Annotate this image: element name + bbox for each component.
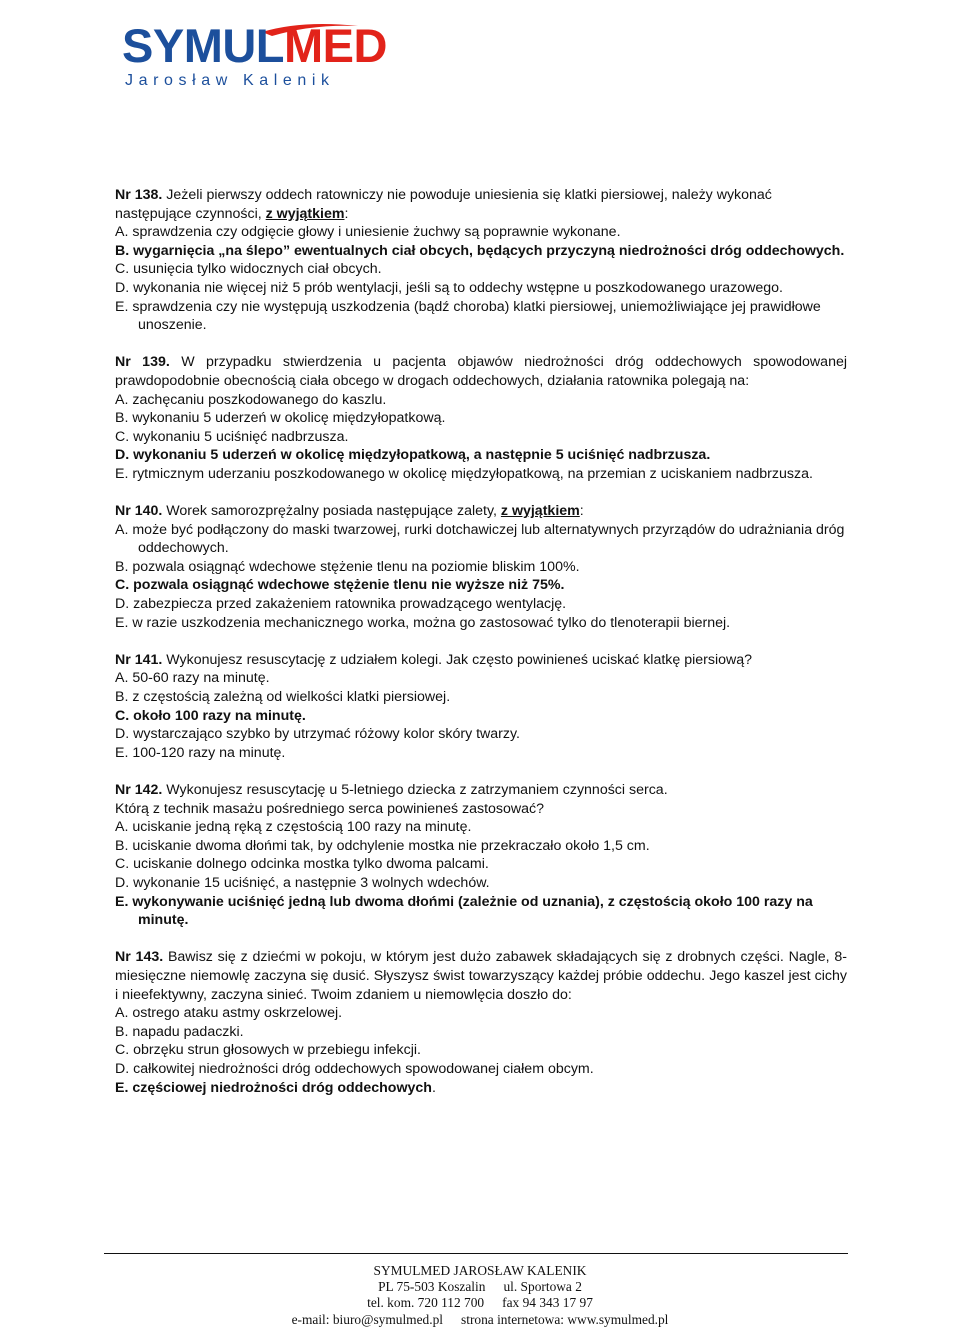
answer-letter: C. [115, 856, 130, 873]
footer-city: PL 75-503 Koszalin [378, 1279, 486, 1295]
footer-street: ul. Sportowa 2 [503, 1279, 582, 1295]
answer-option [115, 223, 847, 242]
footer-contact [0, 1312, 960, 1328]
answer-text: obrzęku strun głosowych w przebiegu infekcji. [133, 1042, 421, 1059]
page-footer [0, 1263, 960, 1328]
question-exception-keyword: z wyjątkiem [500, 503, 580, 520]
answer-text: 50-60 razy na minutę. [132, 670, 270, 687]
answer-text: napadu padaczki. [132, 1023, 244, 1040]
footer-fax: fax 94 343 17 97 [502, 1295, 593, 1311]
answer-text-correct: wygarnięcia „na ślepo” ewentualnych ciał obcych, będących przyczyną niedrożności dróg oddechowych. [133, 242, 845, 259]
answer-option [115, 391, 847, 410]
answer-letter: E. [115, 614, 129, 631]
question-text: Wykonujesz resuscytację u 5-letniego dziecka z zatrzymaniem czynności serca. [162, 782, 668, 798]
question-text: Wykonujesz resuscytację z udziałem kolegi. Jak często powinieneś uciskać klatkę piersiową? [162, 651, 753, 668]
answer-text: wykonaniu 5 uciśnięć nadbrzusza. [133, 428, 349, 445]
answer-text: 100-120 razy na minutę. [132, 744, 286, 761]
answer-text: usunięcia tylko widocznych ciał obcych. [133, 261, 382, 278]
answer-letter: A. [115, 819, 129, 836]
answer-letter: D. [115, 874, 130, 891]
answer-letter: B. [115, 558, 129, 575]
answer-letter: C. [115, 261, 130, 278]
question-stem [115, 948, 847, 1004]
answer-letter: E. [115, 465, 129, 482]
answer-text: w razie uszkodzenia mechanicznego worka, można go zastosować tylko do tlenoterapii biernej. [132, 614, 731, 631]
answer-letter: D. [115, 279, 130, 296]
answer-letter: E. [115, 744, 129, 761]
logo-title [122, 19, 387, 72]
question-stem [115, 502, 847, 521]
answer-letter: C. [115, 1042, 130, 1059]
question-number: Nr 141. [115, 651, 163, 668]
answer-letter: B. [115, 837, 129, 854]
answer-letter: B. [115, 410, 129, 427]
answer-letter: A. [115, 521, 129, 538]
answer-text-correct: pozwala osiągnąć wdechowe stężenie tlenu nie wyższe niż 75%. [133, 577, 565, 594]
answer-option [115, 409, 847, 428]
answer-text: pozwala osiągnąć wdechowe stężenie tlenu na poziomie bliskim 100%. [132, 558, 580, 575]
answer-letter: A. [115, 670, 129, 687]
question-number: Nr 140. [115, 503, 163, 520]
answer-option [115, 893, 847, 930]
question-block [115, 948, 847, 1097]
answer-option [115, 1004, 847, 1023]
answer-text: zabezpiecza przed zakażeniem ratownika prowadzącego wentylację. [133, 596, 567, 613]
answer-text: uciskanie jedną ręką z częstością 100 razy na minutę. [132, 819, 472, 836]
answer-letter: B. [115, 689, 129, 706]
answer-letter: B. [115, 242, 130, 259]
answer-letter: C. [115, 707, 130, 724]
answer-option [115, 725, 847, 744]
question-stem [115, 781, 847, 800]
answer-letter: C. [115, 577, 130, 594]
logo-title-med: MED [284, 19, 387, 72]
questions-content [115, 186, 847, 1116]
answer-option [115, 576, 847, 595]
question-stem [115, 651, 847, 670]
answer-option [115, 279, 847, 298]
footer-divider [104, 1253, 848, 1254]
answer-option [115, 614, 847, 633]
question-text: Jeżeli pierwszy oddech ratowniczy nie powoduje uniesienia się klatki piersiowej, należy wykonać następujące czynności, [115, 187, 772, 222]
answer-suffix: . [431, 1079, 436, 1096]
answer-text: wykonania nie więcej niż 5 prób wentylacji, jeśli są to oddechy wstępne u poszkodowanego urazowego. [133, 279, 783, 296]
answer-text: wykonanie 15 uciśnięć, a następnie 3 wolnych wdechów. [133, 874, 490, 891]
answer-text: uciskanie dwoma dłońmi tak, by odchylenie mostka nie przekraczało około 1,5 cm. [132, 837, 650, 854]
answer-text-correct: częściowej niedrożności dróg oddechowych [132, 1079, 432, 1096]
logo-subtitle: Jarosław Kalenik [125, 72, 335, 89]
answer-letter: A. [115, 1005, 129, 1022]
answer-option [115, 1023, 847, 1042]
footer-company: SYMULMED JAROSŁAW KALENIK [373, 1263, 587, 1278]
question-block [115, 502, 847, 632]
answer-text: sprawdzenia czy nie występują uszkodzenia (bądź choroba) klatki piersiowej, uniemożliwiające jej prawidłowe unoszenie. [132, 298, 821, 334]
question-number: Nr 138. [115, 187, 163, 203]
answer-letter: E. [115, 893, 129, 910]
footer-phones [0, 1295, 960, 1311]
answer-option [115, 1041, 847, 1060]
question-text-end: : [579, 503, 584, 520]
answer-letter: E. [115, 1079, 129, 1096]
answer-letter: D. [115, 1060, 130, 1077]
answer-text-correct: około 100 razy na minutę. [133, 707, 306, 724]
answer-text: sprawdzenia czy odgięcie głowy i uniesienie żuchwy są poprawnie wykonane. [132, 224, 621, 241]
answer-option [115, 1079, 847, 1098]
answer-option [115, 837, 847, 856]
answer-option [115, 669, 847, 688]
answer-text-correct: wykonaniu 5 uderzeń w okolicę międzyłopatkową, a następnie 5 uciśnięć nadbrzusza. [133, 447, 711, 464]
question-number: Nr 139. [115, 354, 170, 371]
answer-letter: D. [115, 447, 130, 464]
answer-letter: A. [115, 224, 129, 241]
answer-letter: D. [115, 596, 130, 613]
question-text: Bawisz się z dziećmi w pokoju, w którym jest dużo zabawek składających się z drobnych części. Nagle, 8-miesięczne niemowlę zaczyna się dusić. Słyszysz świst towarzyszący każdej próbie oddechu. Jego kaszel jest cichy i nieefektywny, zaczyna sinieć. Twoim zdaniem u niemowlęcia doszło do: [115, 949, 847, 1003]
footer-phone: tel. kom. 720 112 700 [367, 1295, 485, 1311]
answer-option [115, 874, 847, 893]
answer-option [115, 446, 847, 465]
answer-option [115, 465, 847, 484]
answer-text: rytmicznym uderzaniu poszkodowanego w okolicę międzyłopatkową, na przemian z uciskaniem nadbrzusza. [132, 465, 813, 482]
answer-letter: A. [115, 391, 129, 408]
answer-letter: E. [115, 298, 129, 315]
question-text: W przypadku stwierdzenia u pacjenta objawów niedrożności dróg oddechowych spowodowanej prawdopodobnie obecnością ciała obcego w drogach oddechowych, działania ratownika polegają na: [115, 354, 847, 389]
answer-option [115, 855, 847, 874]
logo-title-sym: SYMUL [122, 19, 284, 72]
question-text-second-line: Którą z technik masażu pośredniego serca powinieneś zastosować? [115, 800, 545, 817]
answer-option [115, 744, 847, 763]
footer-email: e-mail: biuro@symulmed.pl [291, 1311, 444, 1327]
answer-text: z częstością zależną od wielkości klatki piersiowej. [132, 689, 451, 706]
answer-letter: B. [115, 1023, 129, 1040]
answer-option [115, 428, 847, 447]
question-text: Worek samorozprężalny posiada następujące zalety, [162, 503, 501, 520]
answer-option [115, 521, 847, 558]
footer-website: strona internetowa: www.symulmed.pl [461, 1311, 669, 1327]
answer-option [115, 818, 847, 837]
question-number: Nr 142. [115, 782, 163, 798]
answer-option [115, 260, 847, 279]
answer-option [115, 1060, 847, 1079]
answer-option [115, 558, 847, 577]
answer-text: wystarczająco szybko by utrzymać różowy kolor skóry twarzy. [133, 726, 520, 743]
question-block [115, 353, 847, 483]
question-number: Nr 143. [115, 949, 164, 966]
question-stem [115, 186, 847, 223]
answer-text: ostrego ataku astmy oskrzelowej. [132, 1005, 343, 1022]
footer-address [0, 1279, 960, 1295]
answer-text: zachęcaniu poszkodowanego do kaszlu. [132, 391, 387, 408]
answer-text: wykonaniu 5 uderzeń w okolicę międzyłopatkową. [132, 410, 446, 427]
question-exception-keyword: z wyjątkiem [265, 205, 345, 222]
answer-option [115, 298, 847, 335]
question-block [115, 186, 847, 335]
answer-option [115, 242, 847, 261]
answer-letter: C. [115, 428, 130, 445]
answer-option [115, 688, 847, 707]
answer-option [115, 707, 847, 726]
answer-letter: D. [115, 726, 130, 743]
company-logo [122, 19, 387, 92]
answer-text: może być podłączony do maski twarzowej, rurki dotchawiczej lub alternatywnych przyrządów do udrażniania dróg oddechowych. [132, 521, 845, 557]
question-text-end: : [344, 205, 349, 222]
answer-text-correct: wykonywanie uciśnięć jedną lub dwoma dłońmi (zależnie od uznania), z częstością około 100 razy na minutę. [132, 893, 813, 929]
question-block [115, 781, 847, 930]
answer-text: uciskanie dolnego odcinka mostka tylko dwoma palcami. [133, 856, 489, 873]
question-block [115, 651, 847, 763]
answer-option [115, 595, 847, 614]
question-stem [115, 353, 847, 390]
answer-text: całkowitej niedrożności dróg oddechowych spowodowanej ciałem obcym. [133, 1060, 594, 1077]
